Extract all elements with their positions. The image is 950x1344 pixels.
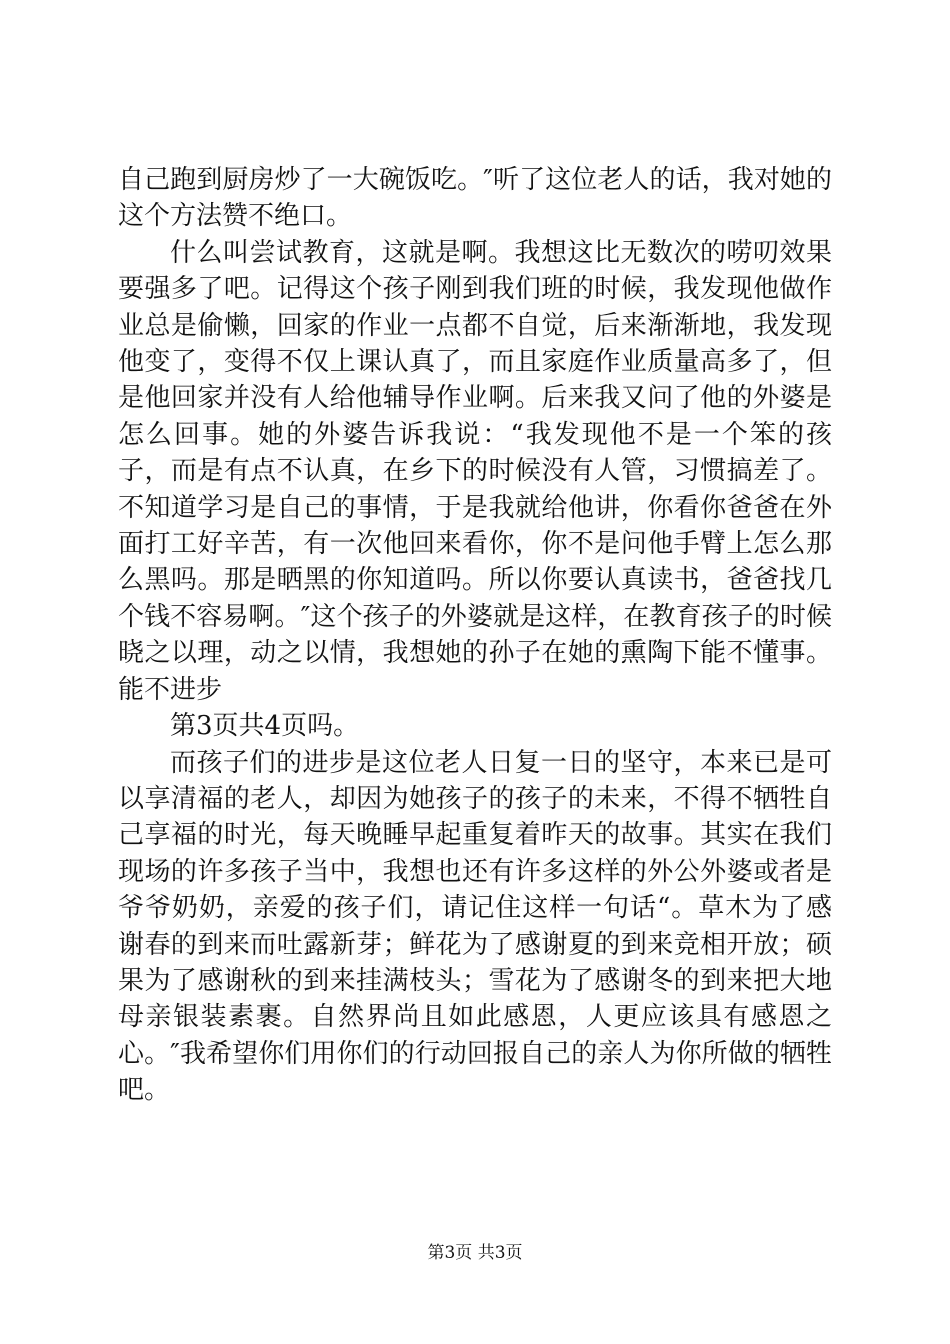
paragraph: 第3页共4页吗。 bbox=[170, 711, 360, 742]
paragraph: 什么叫尝试教育，这就是啊。我想这比无数次的唠叨效果要强多了吧。记得这个孩子刚到我们班的时候，我发现他做作业总是偷懒，回家的作业一点都不自觉，后来渐渐地，我发现他变了，变得不仅上课认真了，而且家庭作业质量高多了，但是他回家并没有人给他辅导作业啊。后来我又问了他的外婆是怎么回事。她的外婆告诉我说：“我发现他不是一个笨的孩子，而是有点不认真，在乡下的时候没有人管，习惯搞差了。不知道学习是自己的事情，于是我就给他讲，你看你爸爸在外面打工好辛苦，有一次他回来看你，你不是问他手臂上怎么那么黑吗。那是晒黑的你知道吗。所以你要认真读书，爸爸找几个钱不容易啊。″这个孩子的外婆就是这样，在教育孩子的时候晓之以理，动之以情，我想她的孙子在她的熏陶下能不懂事。能不进步 bbox=[118, 237, 832, 705]
body-text bbox=[118, 162, 832, 1109]
page-footer: 第3页 共3页 bbox=[427, 1243, 523, 1263]
paragraph: 自己跑到厨房炒了一大碗饭吃。″听了这位老人的话，我对她的这个方法赞不绝口。 bbox=[118, 165, 832, 232]
paragraph: 而孩子们的进步是这位老人日复一日的坚守，本来已是可以享清福的老人，却因为她孩子的孩子的未来，不得不牺牲自己享福的时光，每天晚睡早起重复着昨天的故事。其实在我们现场的许多孩子当中，我想也还有许多这样的外公外婆或者是爷爷奶奶，亲爱的孩子们，请记住这样一句话“。草木为了感谢春的到来而吐露新芽；鲜花为了感谢夏的到来竞相开放；硕果为了感谢秋的到来挂满枝头；雪花为了感谢冬的到来把大地母亲银装素裹。自然界尚且如此感恩，人更应该具有感恩之心。″我希望你们用你们的行动回报自己的亲人为你所做的牺牲吧。 bbox=[118, 747, 832, 1106]
